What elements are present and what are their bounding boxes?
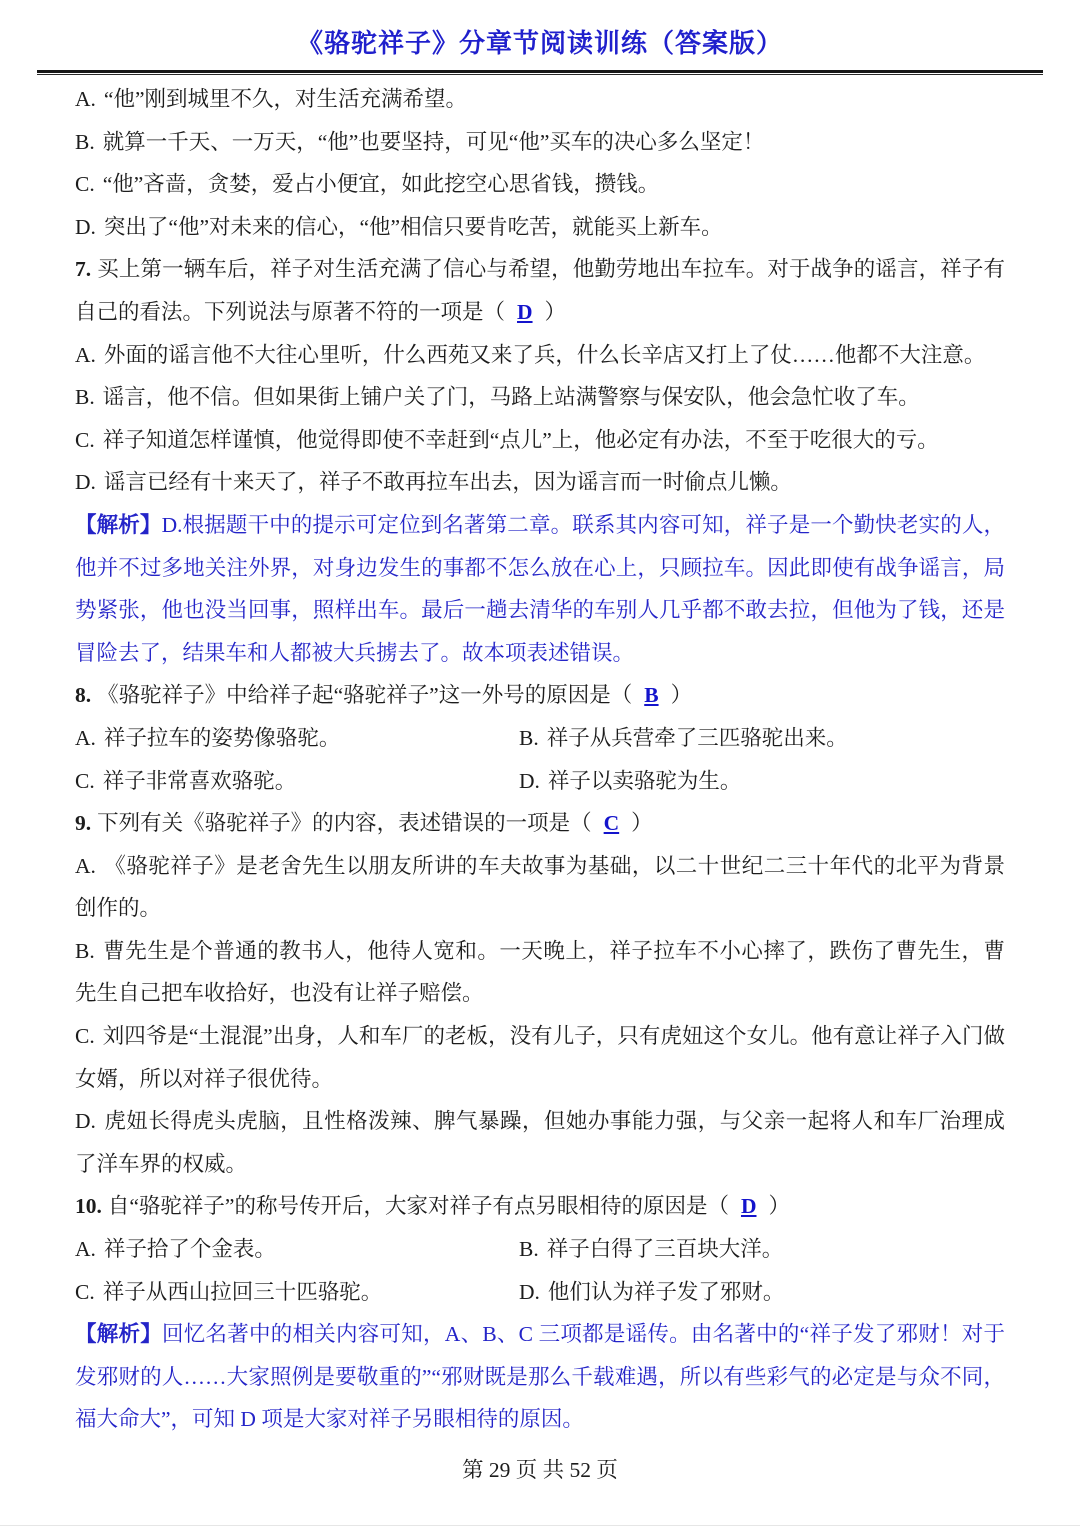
option-text: 《骆驼祥子》是老舍先生以朋友所讲的车夫故事为基础，以二十世纪二三十年代的北平为背景创作的。 [75, 853, 1005, 921]
question-9-option-d [75, 1100, 1005, 1185]
answer-letter: D [740, 1194, 757, 1219]
option-label: A. [75, 853, 96, 878]
option-label: D. [519, 1279, 540, 1304]
question-8-option-b [519, 717, 1005, 760]
carryover-option-b [75, 121, 1005, 164]
option-text: 谣言已经有十来天了，祥子不敢再拉车出去，因为谣言而一时偷点儿懒。 [103, 470, 792, 495]
question-9-option-b [75, 930, 1005, 1015]
option-label: D. [75, 214, 96, 239]
answer-letter: D [517, 299, 533, 324]
option-text: 刘四爷是“土混混”出身，人和车厂的老板，没有儿子，只有虎妞这个女儿。他有意让祥子入门做女婿，所以对祥子很优待。 [75, 1024, 1005, 1091]
question-8-option-a [75, 717, 519, 760]
question-7-option-b [75, 376, 1005, 419]
option-text: 突出了“他”对未来的信心，“他”相信只要肯吃苦，就能买上新车。 [103, 214, 723, 239]
question-8-option-d [519, 760, 1005, 803]
option-text: 祥子拾了个金表。 [103, 1237, 276, 1262]
question-7-option-a [75, 334, 1005, 377]
option-label: B. [75, 129, 95, 154]
question-stem-text: 买上第一辆车后，祥子对生活充满了信心与希望，他勤劳地出车拉车。对于战争的谣言，祥子有自己的看法。下列说法与原著不符的一项是（ [75, 257, 1005, 324]
question-stem-text: 《骆驼祥子》中给祥子起“骆驼祥子”这一外号的原因是（ [97, 683, 633, 708]
question-8-stem [75, 674, 1005, 717]
option-text: “他”刚到城里不久，对生活充满希望。 [103, 87, 467, 111]
page-number-footer: 第 29 页 共 52 页 [462, 1458, 618, 1482]
document-body [75, 78, 1005, 1441]
analysis-text: D.根据题干中的提示可定位到名著第二章。联系其内容可知，祥子是一个勤快老实的人，他并不过多地关注外界，对身边发生的事都不怎么放在心上，只顾拉车。因此即使有战争谣言，局势紧张，他也没当回事，照样出车。最后一趟去清华的车别人几乎都不敢去拉，但他为了钱，还是冒险去了，结果车和人都被大兵掳去了。故本项表述错误。 [75, 512, 1005, 665]
carryover-option-c [75, 163, 1005, 206]
paren-close: ） [670, 683, 693, 708]
option-label: C. [75, 1024, 95, 1049]
option-text: 祥子拉车的姿势像骆驼。 [103, 725, 341, 750]
page-title: 《骆驼祥子》分章节阅读训练（答案版） [296, 28, 783, 58]
option-text: 外面的谣言他不大往心里听，什么西苑又来了兵，什么长辛店又打上了仗……他都不大注意。 [103, 342, 986, 367]
option-label: C. [75, 768, 95, 793]
question-7-option-d [75, 461, 1005, 504]
question-9-option-c [75, 1015, 1005, 1100]
option-label: B. [519, 725, 539, 750]
option-text: 祥子从西山拉回三十匹骆驼。 [102, 1279, 383, 1304]
option-text: 祥子知道怎样谨慎，他觉得即使不幸赶到“点儿”上，他必定有办法，不至于吃很大的亏。 [102, 427, 939, 452]
question-10-option-a [75, 1228, 519, 1271]
question-number: 10. [75, 1194, 102, 1219]
question-7-analysis [75, 504, 1005, 674]
question-7-option-c [75, 419, 1005, 462]
option-text: 祥子从兵营牵了三匹骆驼出来。 [546, 725, 848, 750]
answer-letter: C [603, 811, 620, 836]
question-9-stem [75, 802, 1005, 845]
option-label: D. [75, 1109, 96, 1134]
option-label: A. [75, 87, 96, 111]
answer-letter: B [644, 683, 659, 708]
option-text: “他”吝啬，贪婪，爱占小便宜，如此挖空心思省钱，攒钱。 [102, 172, 660, 197]
title-divider-rule [37, 70, 1043, 75]
option-label: A. [75, 1237, 96, 1262]
option-label: D. [519, 768, 540, 793]
option-text: 他们认为祥子发了邪财。 [547, 1279, 785, 1304]
option-text: 曹先生是个普通的教书人，他待人宽和。一天晚上，祥子拉车不小心摔了，跌伤了曹先生，曹先生自己把车收拾好，也没有让祥子赔偿。 [75, 938, 1005, 1006]
option-text: 祥子非常喜欢骆驼。 [102, 768, 297, 793]
option-text: 虎妞长得虎头虎脑，且性格泼辣、脾气暴躁，但她办事能力强，与父亲一起将人和车厂治理成了洋车界的权威。 [75, 1109, 1005, 1176]
question-10-options-grid [75, 1228, 1005, 1313]
question-stem-text: 自“骆驼祥子”的称号传开后，大家对祥子有点另眼相待的原因是（ [107, 1194, 729, 1219]
option-label: B. [75, 385, 95, 410]
analysis-text: 回忆名著中的相关内容可知，A、B、C 三项都是谣传。由名著中的“祥子发了邪财！对于发邪财的人……大家照例是要敬重的”“邪财既是那么千载难遇，所以有些彩气的必定是与众不同，福大命大”，可知 D 项是大家对祥子另眼相待的原因。 [75, 1322, 1005, 1432]
paren-close: ） [631, 811, 653, 836]
option-label: C. [75, 1279, 95, 1304]
question-10-option-d [519, 1271, 1005, 1314]
question-number: 8. [75, 683, 92, 708]
analysis-label: 【解析】 [75, 1322, 163, 1347]
option-label: B. [519, 1237, 539, 1262]
question-9-option-a [75, 845, 1005, 930]
option-label: C. [75, 427, 95, 452]
carryover-option-d [75, 206, 1005, 249]
paren-close: ） [768, 1194, 791, 1219]
analysis-label: 【解析】 [75, 512, 162, 537]
option-text: 谣言，他不信。但如果街上铺户关了门，马路上站满警察与保安队，他会急忙收了车。 [102, 385, 920, 410]
question-10-analysis [75, 1313, 1005, 1441]
option-text: 就算一千天、一万天，“他”也要坚持，可见“他”买车的决心多么坚定！ [102, 129, 765, 154]
question-10-option-b [519, 1228, 1005, 1271]
option-label: D. [75, 470, 96, 495]
paren-close: ） [544, 299, 567, 324]
carryover-option-a [75, 78, 1005, 121]
question-8-option-c [75, 760, 519, 803]
question-number: 7. [75, 257, 92, 282]
question-stem-text: 下列有关《骆驼祥子》的内容，表述错误的一项是（ [97, 811, 592, 836]
question-number: 9. [75, 811, 92, 836]
option-text: 祥子以卖骆驼为生。 [547, 768, 742, 793]
question-10-option-c [75, 1271, 519, 1314]
question-7-stem [75, 248, 1005, 333]
option-text: 祥子白得了三百块大洋。 [546, 1237, 784, 1262]
option-label: B. [75, 938, 95, 963]
option-label: A. [75, 342, 96, 367]
option-label: A. [75, 725, 96, 750]
option-label: C. [75, 172, 95, 197]
question-8-options-grid [75, 717, 1005, 802]
question-10-stem [75, 1185, 1005, 1228]
